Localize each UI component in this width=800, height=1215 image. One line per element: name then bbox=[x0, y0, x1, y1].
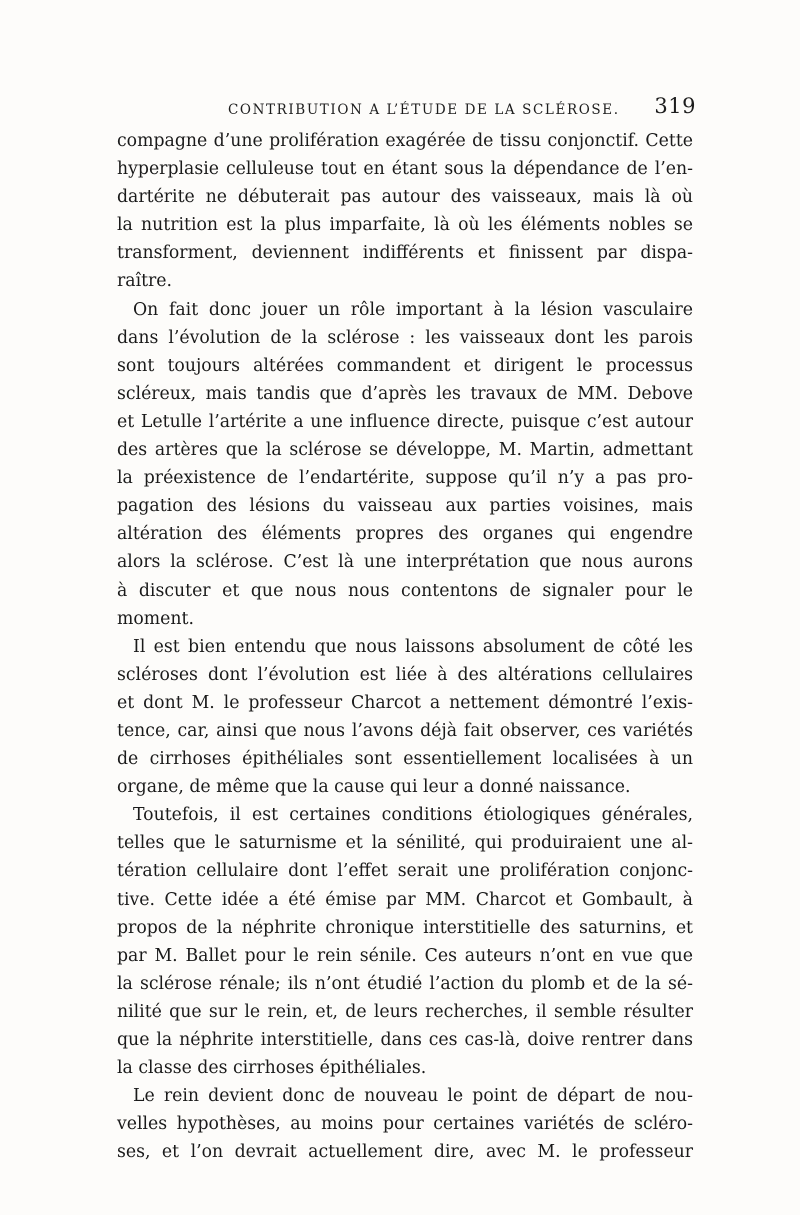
text-line: alors la sclérose. C’est là une interprétation que nous aurons bbox=[117, 552, 693, 573]
paragraph-5 bbox=[117, 1082, 693, 1166]
text-line: par M. Ballet pour le rein sénile. Ces auteurs n’ont en vue que bbox=[117, 945, 693, 966]
text-line: organe, de même que la cause qui leur a donné naissance. bbox=[117, 777, 631, 798]
text-line: altération des éléments propres des organes qui engendre bbox=[117, 524, 693, 545]
text-line: velles hypothèses, au moins pour certaines variétés de scléro- bbox=[117, 1114, 693, 1135]
text-line: tive. Cette idée a été émise par MM. Charcot et Gombault, à bbox=[117, 889, 693, 910]
text-line: moment. bbox=[117, 608, 194, 629]
text-line: la classe des cirrhoses épithéliales. bbox=[117, 1058, 427, 1079]
text-line: raître. bbox=[117, 271, 173, 292]
running-title: CONTRIBUTION A L’ÉTUDE DE LA SCLÉROSE. bbox=[228, 102, 620, 118]
text-line: tération cellulaire dont l’effet serait une prolifération conjonc- bbox=[117, 861, 693, 882]
text-line: tence, car, ainsi que nous l’avons déjà fait observer, ces variétés bbox=[117, 720, 693, 741]
text-line: Toutefois, il est certaines conditions étiologiques générales, bbox=[133, 805, 693, 826]
text-line: hyperplasie celluleuse tout en étant sous la dépendance de l’en- bbox=[117, 159, 693, 180]
text-line: la préexistence de l’endartérite, suppose qu’il n’y a pas pro- bbox=[117, 468, 693, 489]
text-line: Le rein devient donc de nouveau le point de départ de nou- bbox=[133, 1086, 693, 1107]
paragraph-4 bbox=[117, 801, 693, 1082]
text-line: nilité que sur le rein, et, de leurs recherches, il semble résulter bbox=[117, 1001, 693, 1022]
text-line: scléreux, mais tandis que d’après les travaux de MM. Debove bbox=[117, 383, 693, 404]
text-line: Il est bien entendu que nous laissons absolument de côté les bbox=[133, 636, 693, 657]
paragraph-1 bbox=[117, 127, 693, 296]
text-line: que la néphrite interstitielle, dans ces cas-là, doive rentrer dans bbox=[117, 1030, 693, 1050]
paragraph-2 bbox=[117, 296, 693, 633]
text-line: telles que le saturnisme et la sénilité, qui produiraient une al- bbox=[117, 833, 693, 854]
text-line: sont toujours altérées commandent et dirigent le processus bbox=[117, 355, 693, 376]
text-line: la nutrition est la plus imparfaite, là où les éléments nobles se bbox=[117, 215, 693, 236]
text-line: de cirrhoses épithéliales sont essentiellement localisées à un bbox=[117, 749, 693, 770]
text-line: scléroses dont l’évolution est liée à des altérations cellulaires bbox=[117, 664, 693, 685]
text-line: compagne d’une prolifération exagérée de tissu conjonctif. Cette bbox=[117, 131, 693, 151]
text-line: On fait donc jouer un rôle important à la lésion vasculaire bbox=[133, 299, 693, 320]
text-line: propos de la néphrite chronique interstitielle des saturnins, et bbox=[117, 917, 693, 938]
text-line: à discuter et que nous nous contentons de signaler pour le bbox=[117, 580, 693, 601]
text-line: et Letulle l’artérite a une influence directe, puisque c’est autour bbox=[117, 411, 693, 432]
text-line: transforment, deviennent indifférents et finissent par dispa- bbox=[117, 243, 693, 264]
text-line: et dont M. le professeur Charcot a nettement démontré l’exis- bbox=[117, 692, 693, 713]
text-line: la sclérose rénale; ils n’ont étudié l’action du plomb et de la sé- bbox=[117, 973, 693, 994]
running-head bbox=[110, 92, 698, 126]
paragraph-3 bbox=[117, 633, 693, 802]
text-line: dans l’évolution de la sclérose : les vaisseaux dont les parois bbox=[117, 327, 693, 348]
page-number: 319 bbox=[654, 94, 696, 118]
text-line: dartérite ne débuterait pas autour des vaisseaux, mais là où bbox=[117, 187, 693, 208]
text-line: pagation des lésions du vaisseau aux parties voisines, mais bbox=[117, 496, 693, 517]
text-line: ses, et l’on devrait actuellement dire, avec M. le professeur bbox=[117, 1142, 693, 1163]
text-line: des artères que la sclérose se développe, M. Martin, admettant bbox=[117, 440, 693, 461]
body-text bbox=[117, 127, 693, 1166]
